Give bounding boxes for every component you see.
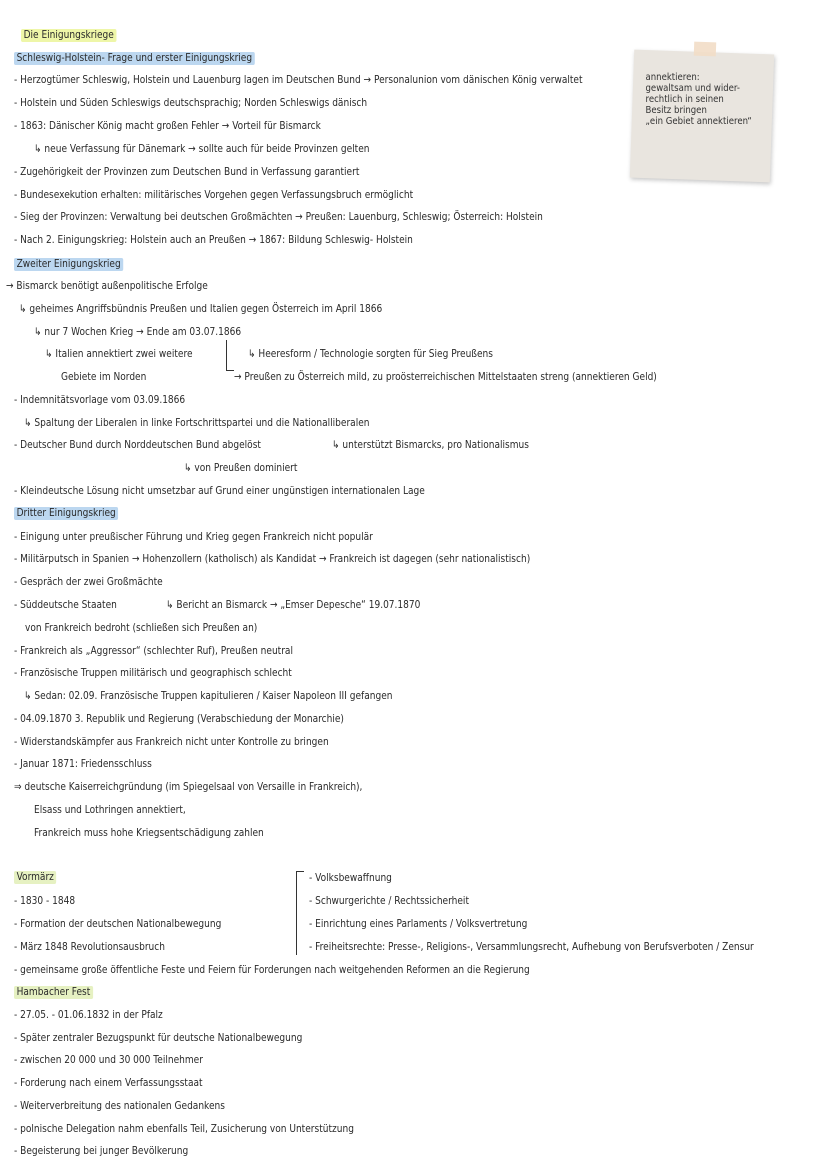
note-line: ↳ Italien annektiert zwei weitere — [45, 348, 193, 360]
note-line: - Zugehörigkeit der Provinzen zum Deutschen Bund in Verfassung garantiert — [14, 166, 360, 178]
note-line: Gebiete im Norden — [61, 371, 147, 383]
note-line: - 27.05. - 01.06.1832 in der Pfalz — [14, 1009, 163, 1021]
note-line: - Einrichtung eines Parlaments / Volksvertretung — [309, 918, 528, 930]
note-line: ↳ Spaltung der Liberalen in linke Fortschrittspartei und die Nationalliberalen — [24, 417, 370, 429]
bracket-line — [226, 370, 234, 371]
note-line: - Widerstandskämpfer aus Frankreich nicht unter Kontrolle zu bringen — [14, 736, 329, 748]
bracket-line — [296, 871, 304, 872]
note-line: - Gespräch der zwei Großmächte — [14, 576, 163, 588]
note-line: - Süddeutsche Staaten — [14, 599, 117, 611]
note-line: - Militärputsch in Spanien → Hohenzollern (katholisch) als Kandidat → Frankreich ist dagegen (sehr nationalistisch) — [14, 553, 531, 565]
bracket-line — [296, 871, 297, 955]
note-line: - Weiterverbreitung des nationalen Gedankens — [14, 1100, 225, 1112]
note-line: - Kleindeutsche Lösung nicht umsetzbar auf Grund einer ungünstigen internationalen Lage — [14, 485, 425, 497]
note-line: ↳ Bericht an Bismarck → „Emser Depesche“ 19.07.1870 — [166, 599, 421, 611]
heading-vormaerz: Vormärz — [14, 871, 57, 884]
note-line: - gemeinsame große öffentliche Feste und Feiern für Forderungen nach weitgehenden Reformen an die Regierung — [14, 964, 530, 976]
heading-zweiter-einigungskrieg: Zweiter Einigungskrieg — [14, 258, 123, 271]
note-line: - zwischen 20 000 und 30 000 Teilnehmer — [14, 1054, 203, 1066]
note-line: - Frankreich als „Aggressor“ (schlechter Ruf), Preußen neutral — [14, 645, 293, 657]
sticky-note-text — [646, 72, 763, 127]
note-line: - polnische Delegation nahm ebenfalls Teil, Zusicherung von Unterstützung — [14, 1123, 354, 1135]
sticky-note-line: Besitz bringen — [645, 105, 707, 117]
note-line: - Januar 1871: Friedensschluss — [14, 758, 152, 770]
note-line: → Bismarck benötigt außenpolitische Erfolge — [6, 280, 208, 292]
note-line: ↳ geheimes Angriffsbündnis Preußen und Italien gegen Österreich im April 1866 — [19, 303, 383, 315]
note-line: - Einigung unter preußischer Führung und Krieg gegen Frankreich nicht populär — [14, 531, 373, 543]
note-line: - März 1848 Revolutionsausbruch — [14, 941, 165, 953]
note-line: von Frankreich bedroht (schließen sich Preußen an) — [25, 622, 258, 634]
note-line: - 1830 - 1848 — [14, 895, 76, 907]
note-line: - Begeisterung bei junger Bevölkerung — [14, 1145, 189, 1157]
heading-schleswig-holstein: Schleswig-Holstein- Frage und erster Einigungskrieg — [14, 52, 255, 65]
note-line: - Bundesexekution erhalten: militärisches Vorgehen gegen Verfassungsbruch ermöglicht — [14, 189, 414, 201]
sticky-note-line: gewaltsam und wider- — [645, 83, 740, 95]
note-line: → Preußen zu Österreich mild, zu proösterreichischen Mittelstaaten streng (annektieren Geld) — [234, 371, 657, 383]
note-line: ↳ nur 7 Wochen Krieg → Ende am 03.07.1866 — [34, 326, 242, 338]
sticky-note-line: rechtlich in seinen — [645, 94, 724, 106]
note-line: - Herzogtümer Schleswig, Holstein und Lauenburg lagen im Deutschen Bund → Personalunion vom dänischen König verwaltet — [14, 74, 583, 86]
note-line: - Holstein und Süden Schleswigs deutschsprachig; Norden Schleswigs dänisch — [14, 97, 368, 109]
tape-strip — [694, 42, 716, 57]
note-line: - 1863: Dänischer König macht großen Fehler → Vorteil für Bismarck — [14, 120, 321, 132]
sticky-note — [630, 50, 774, 183]
note-line: ⇒ deutsche Kaiserreichgründung (im Spiegelsaal von Versaille in Frankreich), — [14, 781, 363, 793]
note-line: ↳ Sedan: 02.09. Französische Truppen kapitulieren / Kaiser Napoleon III gefangen — [24, 690, 393, 702]
sticky-note-line: annektieren: — [645, 72, 700, 84]
note-line: - Nach 2. Einigungskrieg: Holstein auch an Preußen → 1867: Bildung Schleswig- Holstein — [14, 234, 413, 246]
note-line: - Forderung nach einem Verfassungsstaat — [14, 1077, 203, 1089]
note-line: ↳ neue Verfassung für Dänemark → sollte auch für beide Provinzen gelten — [34, 143, 370, 155]
note-line: - Formation der deutschen Nationalbewegung — [14, 918, 222, 930]
note-line: - Schwurgerichte / Rechtssicherheit — [309, 895, 469, 907]
note-line: Frankreich muss hohe Kriegsentschädigung zahlen — [34, 827, 264, 839]
heading-hambacher-fest: Hambacher Fest — [14, 986, 93, 999]
note-line: - Deutscher Bund durch Norddeutschen Bund abgelöst — [14, 439, 261, 451]
note-line: - Volksbewaffnung — [309, 872, 392, 884]
note-line: - 04.09.1870 3. Republik und Regierung (Verabschiedung der Monarchie) — [14, 713, 344, 725]
heading-dritter-einigungskrieg: Dritter Einigungskrieg — [14, 507, 118, 520]
note-line: - Später zentraler Bezugspunkt für deutsche Nationalbewegung — [14, 1032, 303, 1044]
bracket-line — [226, 340, 227, 370]
note-line: - Sieg der Provinzen: Verwaltung bei deutschen Großmächten → Preußen: Lauenburg, Schleswig; Österreich: Holstein — [14, 211, 543, 223]
note-line: - Indemnitätsvorlage vom 03.09.1866 — [14, 394, 186, 406]
note-line: Elsass und Lothringen annektiert, — [34, 804, 186, 816]
note-line: ↳ Heeresform / Technologie sorgten für Sieg Preußens — [248, 348, 493, 360]
note-line: - Freiheitsrechte: Presse-, Religions-, Versammlungsrecht, Aufhebung von Berufsverboten / Zensur — [309, 941, 754, 953]
note-line: ↳ von Preußen dominiert — [184, 462, 298, 474]
sticky-note-line: „ein Gebiet annektieren“ — [645, 116, 752, 128]
note-line: ↳ unterstützt Bismarcks, pro Nationalismus — [332, 439, 529, 451]
page-title: Die Einigungskriege — [21, 29, 116, 42]
note-line: - Französische Truppen militärisch und geographisch schlecht — [14, 667, 292, 679]
